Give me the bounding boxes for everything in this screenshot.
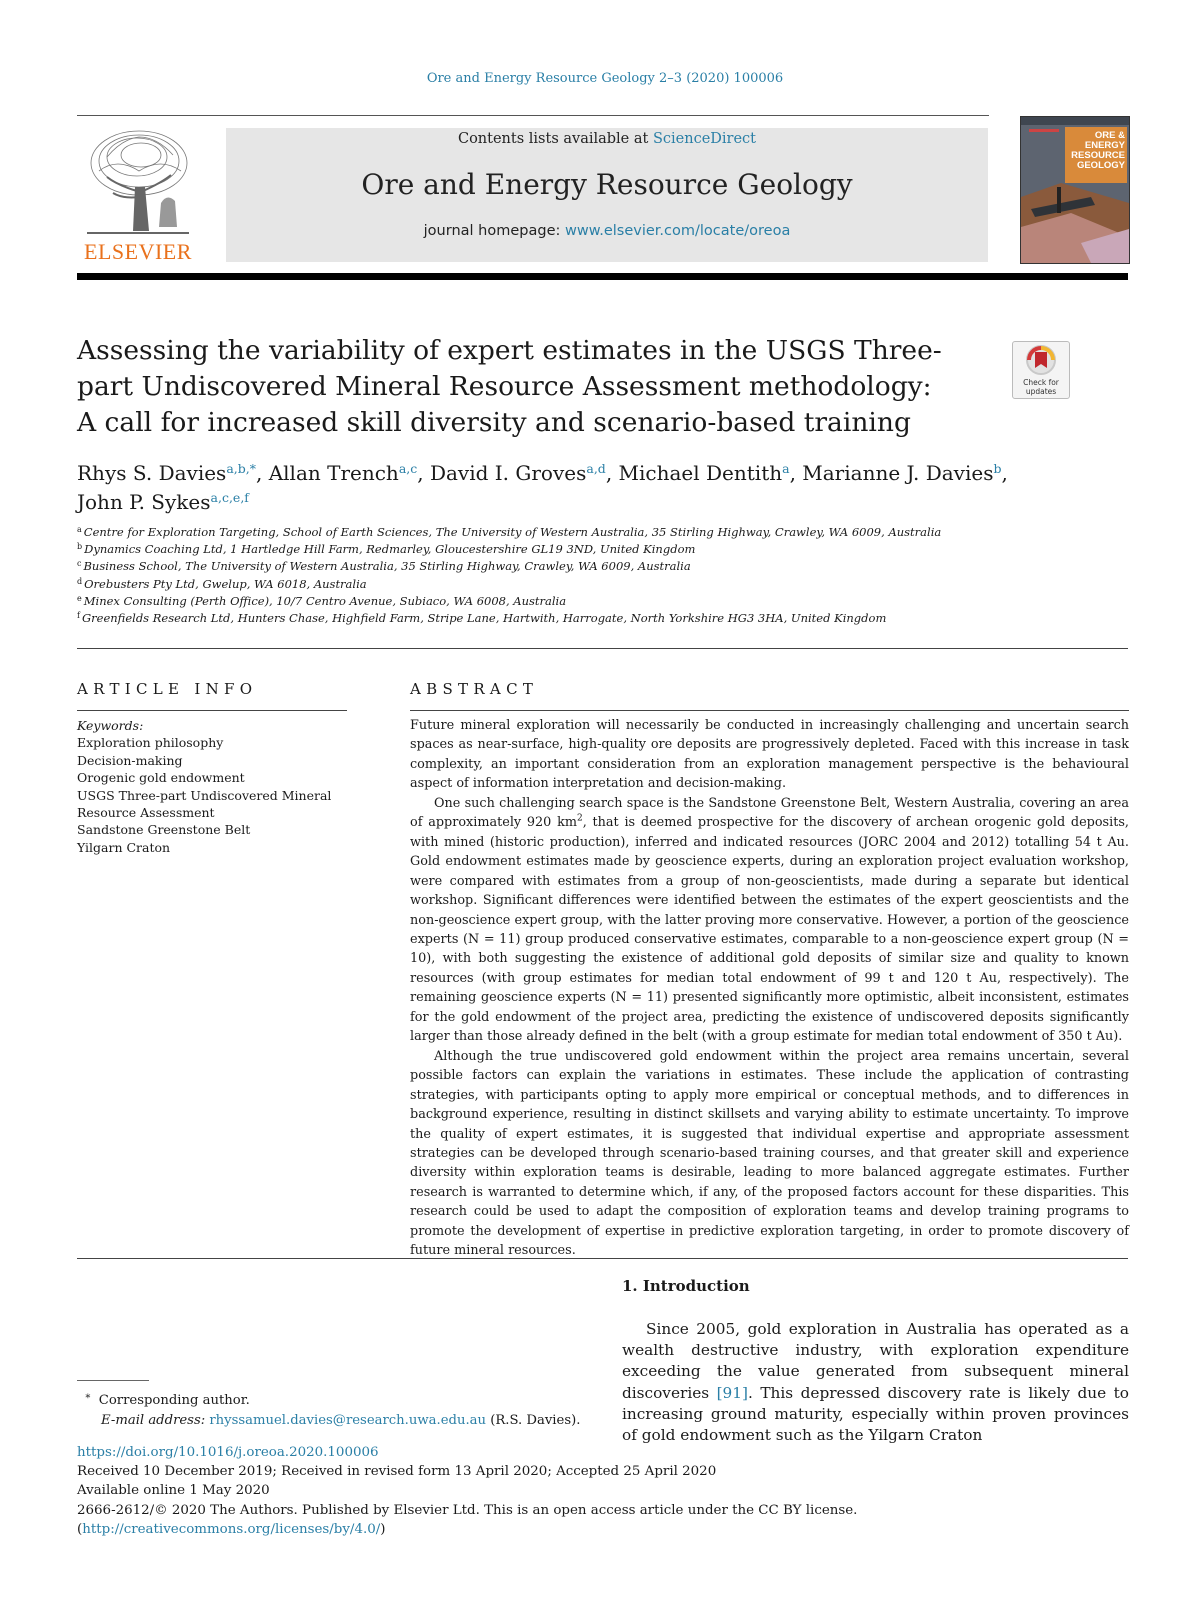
author-separator: , bbox=[255, 461, 269, 485]
keyword: Sandstone Greenstone Belt bbox=[77, 822, 251, 838]
author[interactable] bbox=[77, 461, 269, 485]
author-email-link[interactable]: rhyssamuel.davies@research.uwa.edu.au bbox=[209, 1413, 486, 1428]
sciencedirect-link[interactable]: ScienceDirect bbox=[652, 131, 757, 147]
author[interactable] bbox=[802, 461, 1008, 485]
cover-title bbox=[1067, 131, 1125, 171]
license-link[interactable]: http://creativecommons.org/licenses/by/4.0/ bbox=[82, 1521, 381, 1537]
keyword: Orogenic gold endowment bbox=[77, 770, 245, 786]
keyword: Resource Assessment bbox=[77, 805, 215, 821]
affiliation bbox=[77, 610, 1127, 627]
section-rule bbox=[77, 648, 1128, 649]
check-updates-label bbox=[1013, 378, 1069, 396]
author-name: David I. Groves bbox=[429, 461, 587, 485]
affiliation-text: Minex Consulting (Perth Office), 10/7 Centro Avenue, Subiaco, WA 6008, Australia bbox=[83, 593, 567, 608]
article-title: Assessing the variability of expert estimates in the USGS Three-part Undiscovered Mineral Resource Assessment methodology: A call for increased skill diversity and scenario-based training bbox=[77, 335, 942, 438]
author-name: John P. Sykes bbox=[77, 490, 211, 514]
doi-link[interactable]: https://doi.org/10.1016/j.oreoa.2020.100006 bbox=[77, 1445, 379, 1460]
email-note bbox=[77, 1411, 597, 1431]
keywords-list bbox=[77, 717, 347, 856]
author-name: Michael Dentith bbox=[618, 461, 783, 485]
check-updates-label-line: Check for bbox=[1023, 378, 1059, 387]
affiliation bbox=[77, 593, 1127, 610]
intro-text: Since 2005, gold exploration in Australia has operated as a wealth destructive industry, with exploration expenditure exceeding the value generated from subsequent mineral discoveries bbox=[622, 1320, 1129, 1402]
email-label: E-mail address: bbox=[101, 1413, 206, 1428]
author-list bbox=[77, 459, 1137, 517]
author-affiliation-marks[interactable]: a bbox=[782, 461, 790, 476]
journal-masthead bbox=[226, 128, 988, 262]
homepage-prefix: journal homepage: bbox=[423, 223, 565, 239]
affiliation bbox=[77, 541, 1127, 558]
affiliation-key: e bbox=[77, 593, 82, 603]
abstract-text: , that is deemed prospective for the discovery of archean orogenic gold deposits, with mined (historic production), inferred and indicated resources (JORC 2004 and 2012) totalling 54 t Au. Gold endowment estimates made by geoscience experts, during an exploration project evaluation workshop, were compared with estimates from a group of non-geoscientists, made during a separate but identical workshop. Significant differences were identified between the estimates of the expert geoscientists and the non-geoscience expert group, with the latter proving more conservative. However, a portion of the geoscience experts (N = 11) group produced conservative estimates, comparable to a non-geoscience expert group (N = 10), with both suggesting the existence of additional gold deposits of similar size and quality to known resources (with group estimates for median total endowment of 99 t and 120 t Au, respectively). The remaining geoscience experts (N = 11) presented significantly more optimistic, albeit inconsistent, estimates for the gold endowment of the project area, predicting the existence of undiscovered deposits significantly larger than those already defined in the belt (with a group estimate for median total endowment of 350 t Au). bbox=[410, 815, 1129, 1045]
elsevier-wordmark: ELSEVIER bbox=[84, 239, 192, 264]
author-affiliation-marks[interactable]: a,b,* bbox=[226, 461, 256, 476]
article-info-heading: ARTICLE INFO bbox=[77, 680, 258, 698]
journal-citation-link[interactable]: Ore and Energy Resource Geology 2–3 (2020) 100006 bbox=[426, 71, 784, 86]
abstract-heading: ABSTRACT bbox=[410, 680, 539, 698]
elsevier-logo bbox=[77, 127, 199, 265]
footnote-rule bbox=[77, 1380, 149, 1381]
affiliation-text: Orebusters Pty Ltd, Gwelup, WA 6018, Australia bbox=[84, 576, 367, 591]
footnote bbox=[77, 1389, 597, 1431]
author-separator: , bbox=[417, 461, 430, 485]
running-header[interactable] bbox=[0, 71, 1200, 86]
author-separator: , bbox=[605, 461, 619, 485]
journal-cover-image bbox=[1020, 116, 1130, 264]
elsevier-tree-icon bbox=[77, 127, 199, 239]
author[interactable] bbox=[269, 461, 430, 485]
cover-title-line: GEOLOGY bbox=[1076, 160, 1125, 171]
affiliation-key: c bbox=[77, 559, 82, 569]
author-affiliation-marks[interactable]: a,c,e,f bbox=[210, 490, 249, 505]
author[interactable] bbox=[619, 461, 803, 485]
check-updates-icon bbox=[1013, 342, 1069, 378]
publication-info bbox=[77, 1443, 1137, 1539]
affiliation-key: f bbox=[77, 611, 80, 621]
abstract-paragraph bbox=[410, 794, 1129, 1047]
keyword: Exploration philosophy bbox=[77, 735, 224, 751]
author-affiliation-marks[interactable]: b bbox=[993, 461, 1002, 476]
article-info-rule bbox=[77, 710, 347, 711]
cover-title-line: ORE & bbox=[1094, 130, 1125, 141]
author[interactable] bbox=[77, 490, 249, 514]
author-name: Marianne J. Davies bbox=[802, 461, 994, 485]
affiliation bbox=[77, 558, 1127, 575]
section-rule bbox=[77, 1258, 1128, 1259]
affiliation-key: b bbox=[77, 542, 83, 552]
masthead-thick-rule bbox=[77, 273, 1128, 280]
check-updates-label-line: updates bbox=[1025, 387, 1057, 396]
affiliation-text: Business School, The University of Western Australia, 35 Stirling Highway, Crawley, WA 6009, Australia bbox=[83, 559, 691, 574]
header-rule bbox=[77, 115, 989, 116]
superscript: 2 bbox=[576, 814, 583, 824]
journal-name: Ore and Energy Resource Geology bbox=[361, 168, 853, 201]
license-text: ) bbox=[380, 1521, 386, 1537]
author-name: Allan Trench bbox=[268, 461, 399, 485]
email-suffix: (R.S. Davies). bbox=[486, 1413, 581, 1428]
journal-homepage-link[interactable]: www.elsevier.com/locate/oreoa bbox=[564, 223, 791, 239]
keyword: USGS Three-part Undiscovered Mineral bbox=[77, 787, 332, 803]
author-name: Rhys S. Davies bbox=[77, 461, 227, 485]
corresponding-label: Corresponding author. bbox=[98, 1393, 250, 1408]
introduction-body bbox=[622, 1319, 1129, 1446]
affiliation-text: Dynamics Coaching Ltd, 1 Hartledge Hill Farm, Redmarley, Gloucestershire GL19 3ND, United Kingdom bbox=[84, 542, 696, 557]
abstract-paragraph: Although the true undiscovered gold endowment within the project area remains uncertain, several possible factors can explain the variations in estimates. These include the application of contrasting strategies, with participants opting to apply more empirical or conceptual methods, and to differences in background experience, resulting in distinct skillsets and varying ability to estimate uncertainty. To improve the quality of expert estimates, it is suggested that individual expertise and appropriate assessment strategies can be developed through scenario-based training courses, and that greater skill and experience diversity within exploration teams is desirable, leading to more balanced aggregate estimates. Further research is warranted to determine which, if any, of the proposed factors account for these disparities. This research could be used to adapt the composition of exploration teams and develop training programs to promote the development of expertise in predictive exploration targeting, in order to promote discovery of future mineral resources. bbox=[410, 1048, 1129, 1259]
affiliation bbox=[77, 576, 1127, 593]
keywords-label: Keywords: bbox=[77, 718, 144, 733]
keyword: Yilgarn Craton bbox=[77, 839, 171, 855]
citation-link[interactable]: [91] bbox=[716, 1383, 748, 1402]
abstract-body bbox=[410, 716, 1129, 1261]
keyword: Decision-making bbox=[77, 752, 183, 768]
affiliation-text: Centre for Exploration Targeting, School of Earth Sciences, The University of Western Australia, 35 Stirling Highway, Crawley, WA 6009, Australia bbox=[83, 525, 942, 539]
cover-title-line: RESOURCE bbox=[1071, 150, 1125, 161]
abstract-rule bbox=[410, 710, 1129, 711]
affiliation-key: d bbox=[77, 576, 83, 586]
author-affiliation-marks[interactable]: a,d bbox=[586, 461, 606, 476]
license-text: 2666-2612/© 2020 The Authors. Published by Elsevier Ltd. This is an open access article under the CC BY license. ( bbox=[77, 1502, 858, 1537]
affiliations bbox=[77, 524, 1127, 627]
footnote-marker: * bbox=[85, 1393, 91, 1404]
cover-title-line: ENERGY bbox=[1084, 140, 1125, 151]
contents-prefix: Contents lists available at bbox=[457, 131, 653, 147]
introduction-heading: 1. Introduction bbox=[622, 1277, 750, 1295]
affiliation-key: a bbox=[77, 525, 82, 534]
intro-text: . This depressed discovery rate is likely due to increasing ground maturity, especially within proven provinces of gold endowment such as the Yilgarn Craton bbox=[622, 1383, 1129, 1445]
author-affiliation-marks[interactable]: a,c bbox=[398, 461, 418, 476]
homepage-line bbox=[226, 223, 988, 239]
abstract-text: One such challenging search space is the Sandstone Greenstone Belt, Western Australia, covering an area of approximately 920 km bbox=[410, 795, 1129, 831]
author[interactable] bbox=[430, 461, 619, 485]
author-separator: , bbox=[789, 461, 803, 485]
license-line bbox=[77, 1501, 1137, 1539]
corresponding-note bbox=[77, 1389, 597, 1411]
affiliation-text: Greenfields Research Ltd, Hunters Chase, Highfield Farm, Stripe Lane, Hartwith, Harrogate, North Yorkshire HG3 3HA, United Kingdom bbox=[81, 611, 887, 626]
affiliation bbox=[77, 524, 1127, 541]
available-online: Available online 1 May 2020 bbox=[77, 1483, 270, 1499]
check-for-updates-button[interactable] bbox=[1012, 341, 1070, 399]
contents-line bbox=[226, 131, 988, 147]
received-dates: Received 10 December 2019; Received in revised form 13 April 2020; Accepted 25 April 2020 bbox=[77, 1464, 717, 1480]
author-separator: , bbox=[1001, 461, 1008, 485]
abstract-paragraph: Future mineral exploration will necessarily be conducted in increasingly challenging and uncertain search spaces as near-surface, high-quality ore deposits are progressively depleted. Faced with this increase in task complexity, an important consideration from an exploration management perspective is the behavioural aspect of information interpretation and decision-making. bbox=[410, 718, 1129, 792]
